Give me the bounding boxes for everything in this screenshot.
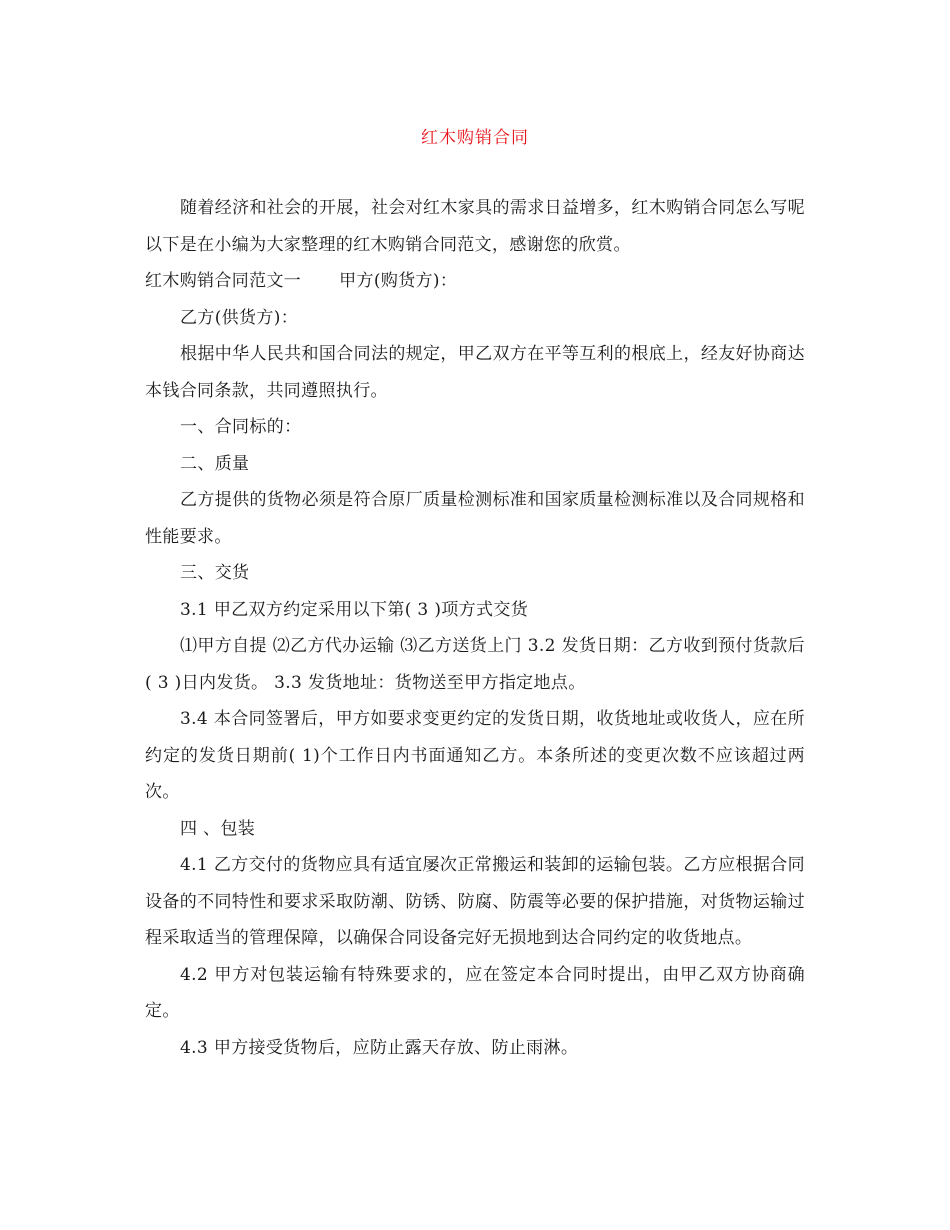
clause-4-2: 4.2 甲方对包装运输有特殊要求的，应在签定本合同时提出，由甲乙双方协商确定。 (145, 964, 805, 1021)
intro-paragraph: 随着经济和社会的开展，社会对红木家具的需求日益增多，红木购销合同怎么写呢以下是在小编为大家整理的红木购销合同范文，感谢您的欣赏。 (145, 198, 805, 255)
preamble-paragraph: 根据中华人民共和国合同法的规定，甲乙双方在平等互利的根底上，经友好协商达本钱合同条款，共同遵照执行。 (145, 344, 805, 401)
sample-heading: 红木购销合同范文一 (145, 271, 302, 291)
clause-4-3: 4.3 甲方接受货物后，应防止露天存放、防止雨淋。 (180, 1037, 579, 1058)
party-a-label: 甲方(购货方)： (339, 271, 458, 291)
document-body (145, 190, 805, 1066)
clause-3-1: 3.1 甲乙双方约定采用以下第( 3 )项方式交货 (180, 599, 529, 620)
clause-4-1: 4.1 乙方交付的货物应具有适宜屡次正常搬运和装卸的运输包装。乙方应根据合同设备的不同特性和要求采取防潮、防锈、防腐、防震等必要的保护措施，对货物运输过程采取适当的管理保障，以确保合同设备完好无损地到达合同约定的收货地点。 (145, 855, 805, 948)
section-heading-3: 三、交货 (180, 563, 250, 583)
party-b-label: 乙方(供货方)： (180, 307, 299, 328)
section-heading-2: 二、质量 (180, 453, 250, 474)
clause-3-options: ⑴甲方自提 ⑵乙方代办运输 ⑶乙方送货上门 3.2 发货日期：乙方收到预付货款后( 3 )日内发货。 3.3 发货地址：货物送至甲方指定地点。 (145, 636, 805, 693)
document-title: 红木购销合同 (421, 128, 529, 148)
section-heading-4: 四 、包装 (180, 818, 256, 839)
sample-heading-line (145, 263, 805, 300)
clause-3-4: 3.4 本合同签署后，甲方如要求变更约定的发货日期，收货地址或收货人，应在所约定的发货日期前( 1)个工作日内书面通知乙方。本条所述的变更次数不应该超过两次。 (145, 709, 805, 802)
section-heading-1: 一、合同标的： (180, 417, 302, 437)
quality-paragraph: 乙方提供的货物必须是符合原厂质量检测标准和国家质量检测标准以及合同规格和性能要求。 (145, 490, 805, 547)
